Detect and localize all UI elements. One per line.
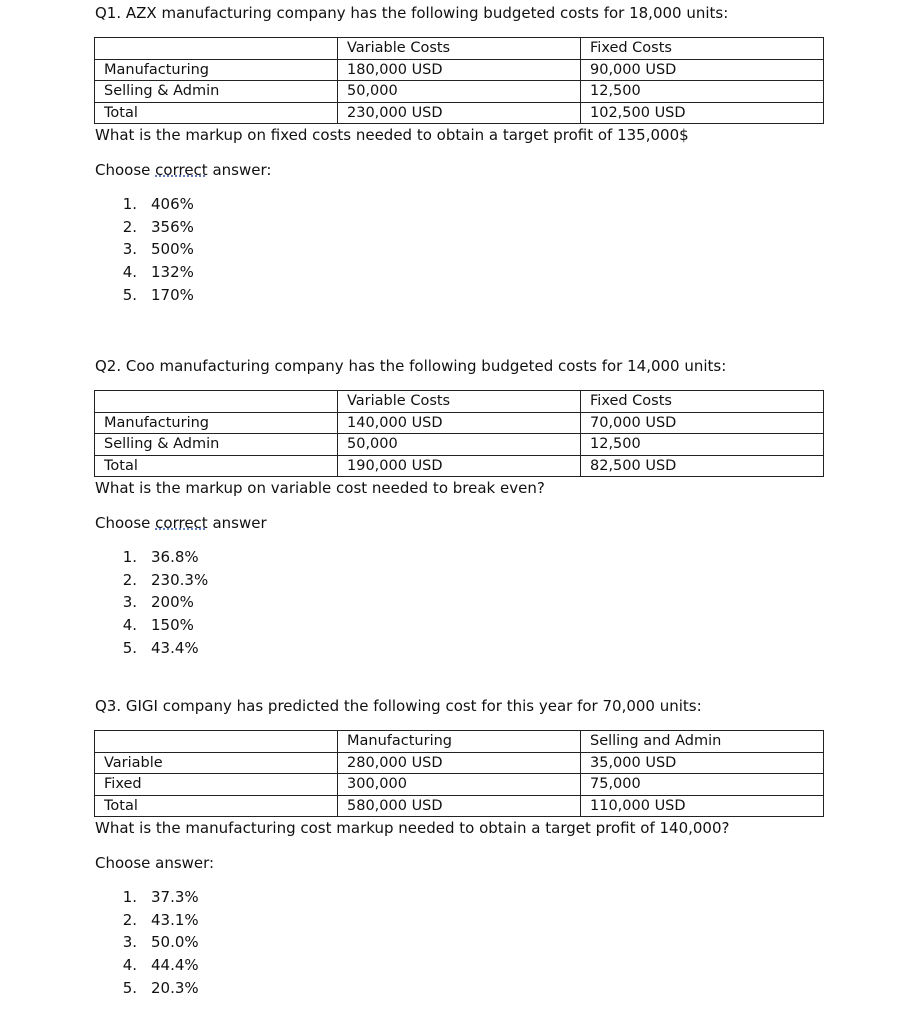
option-text: 406% xyxy=(151,195,194,213)
table-row xyxy=(95,795,824,817)
option-text: 150% xyxy=(151,616,194,635)
option-number: 2. xyxy=(122,217,137,236)
table-header-row xyxy=(95,38,824,60)
option-number: 5. xyxy=(122,285,137,304)
table-cell: Selling & Admin xyxy=(95,81,338,103)
table-cell: Variable Costs xyxy=(338,391,581,413)
table-cell: Manufacturing xyxy=(95,59,338,81)
table-row xyxy=(95,102,824,124)
table-cell: 580,000 USD xyxy=(338,795,581,817)
list-item[interactable] xyxy=(95,614,208,637)
option-text: 20.3% xyxy=(151,978,199,997)
q2-options-list xyxy=(95,546,208,659)
list-item[interactable] xyxy=(95,977,199,1000)
table-cell: Manufacturing xyxy=(338,731,581,753)
option-text: 37.3% xyxy=(151,888,199,906)
table-cell: Selling and Admin xyxy=(581,731,824,753)
option-text: 50.0% xyxy=(151,933,199,952)
option-text: 43.4% xyxy=(151,638,199,657)
q1-title: Q1. AZX manufacturing company has the following budgeted costs for 18,000 units: xyxy=(95,4,729,22)
table-row xyxy=(95,81,824,103)
table-cell: 280,000 USD xyxy=(338,752,581,774)
table-cell: 230,000 USD xyxy=(338,102,581,124)
list-item[interactable] xyxy=(95,238,194,261)
q3-cost-table xyxy=(94,730,824,817)
table-cell: Variable Costs xyxy=(338,38,581,60)
table-cell xyxy=(95,38,338,60)
list-item[interactable] xyxy=(95,637,208,660)
table-cell: Manufacturing xyxy=(95,412,338,434)
option-text: 200% xyxy=(151,593,194,612)
list-item[interactable] xyxy=(95,569,208,592)
choose-pre: Choose xyxy=(95,514,156,532)
list-item[interactable] xyxy=(95,193,194,216)
list-item[interactable] xyxy=(95,591,208,614)
table-cell: 35,000 USD xyxy=(581,752,824,774)
q3-title: Q3. GIGI company has predicted the following cost for this year for 70,000 units: xyxy=(95,697,702,715)
table-header-row xyxy=(95,731,824,753)
table-cell: 140,000 USD xyxy=(338,412,581,434)
list-item[interactable] xyxy=(95,886,199,909)
q3-question: What is the manufacturing cost markup needed to obtain a target profit of 140,000? xyxy=(95,819,730,837)
option-number: 3. xyxy=(122,933,137,952)
table-cell: 180,000 USD xyxy=(338,59,581,81)
table-cell: 12,500 xyxy=(581,434,824,456)
table-cell: Selling & Admin xyxy=(95,434,338,456)
table-row xyxy=(95,752,824,774)
table-row xyxy=(95,412,824,434)
list-item[interactable] xyxy=(95,216,194,239)
table-cell: 50,000 xyxy=(338,434,581,456)
option-number: 1. xyxy=(122,888,137,906)
choose-post: answer xyxy=(207,514,267,532)
choose-pre: Choose xyxy=(95,161,156,179)
list-item[interactable] xyxy=(95,954,199,977)
table-cell: Fixed Costs xyxy=(581,38,824,60)
spellcheck-word: correct xyxy=(155,514,208,532)
choose-post: answer: xyxy=(207,161,272,179)
q2-cost-table xyxy=(94,390,824,477)
q3-options-list xyxy=(95,886,199,999)
option-text: 43.1% xyxy=(151,910,199,929)
option-number: 3. xyxy=(122,593,137,612)
table-cell: 82,500 USD xyxy=(581,455,824,477)
table-cell: 75,000 xyxy=(581,774,824,796)
option-number: 2. xyxy=(122,570,137,589)
option-number: 5. xyxy=(122,638,137,657)
q1-choose-instruction xyxy=(95,160,271,180)
table-cell: Total xyxy=(95,455,338,477)
table-cell: 70,000 USD xyxy=(581,412,824,434)
list-item[interactable] xyxy=(95,261,194,284)
q2-title: Q2. Coo manufacturing company has the following budgeted costs for 14,000 units: xyxy=(95,357,727,375)
table-cell: Fixed Costs xyxy=(581,391,824,413)
option-number: 4. xyxy=(122,263,137,282)
option-number: 4. xyxy=(122,616,137,635)
table-cell: Total xyxy=(95,795,338,817)
q1-question: What is the markup on fixed costs needed to obtain a target profit of 135,000$ xyxy=(95,126,689,144)
option-text: 230.3% xyxy=(151,570,209,589)
list-item[interactable] xyxy=(95,284,194,307)
option-number: 4. xyxy=(122,956,137,975)
table-cell: 300,000 xyxy=(338,774,581,796)
option-text: 500% xyxy=(151,240,194,259)
spellcheck-word: correct xyxy=(155,161,208,179)
table-cell: 102,500 USD xyxy=(581,102,824,124)
table-cell: Total xyxy=(95,102,338,124)
choose-text: Choose answer: xyxy=(95,854,215,872)
list-item[interactable] xyxy=(95,931,199,954)
table-cell: 12,500 xyxy=(581,81,824,103)
option-text: 132% xyxy=(151,263,194,282)
q3-choose-instruction xyxy=(95,853,214,873)
table-cell xyxy=(95,731,338,753)
table-cell: Fixed xyxy=(95,774,338,796)
table-cell: 50,000 xyxy=(338,81,581,103)
option-number: 5. xyxy=(122,978,137,997)
option-text: 356% xyxy=(151,217,194,236)
q2-question: What is the markup on variable cost needed to break even? xyxy=(95,479,545,497)
table-row xyxy=(95,434,824,456)
option-number: 1. xyxy=(122,195,137,213)
option-text: 170% xyxy=(151,285,194,304)
list-item[interactable] xyxy=(95,546,208,569)
option-number: 3. xyxy=(122,240,137,259)
q1-options-list xyxy=(95,193,194,306)
table-row xyxy=(95,455,824,477)
table-cell: 110,000 USD xyxy=(581,795,824,817)
table-row xyxy=(95,59,824,81)
table-cell xyxy=(95,391,338,413)
table-cell: 90,000 USD xyxy=(581,59,824,81)
list-item[interactable] xyxy=(95,909,199,932)
option-number: 2. xyxy=(122,910,137,929)
option-number: 1. xyxy=(122,548,137,566)
table-cell: Variable xyxy=(95,752,338,774)
option-text: 36.8% xyxy=(151,548,199,566)
table-cell: 190,000 USD xyxy=(338,455,581,477)
option-text: 44.4% xyxy=(151,956,199,975)
table-header-row xyxy=(95,391,824,413)
q2-choose-instruction xyxy=(95,513,267,533)
q1-cost-table xyxy=(94,37,824,124)
table-row xyxy=(95,774,824,796)
